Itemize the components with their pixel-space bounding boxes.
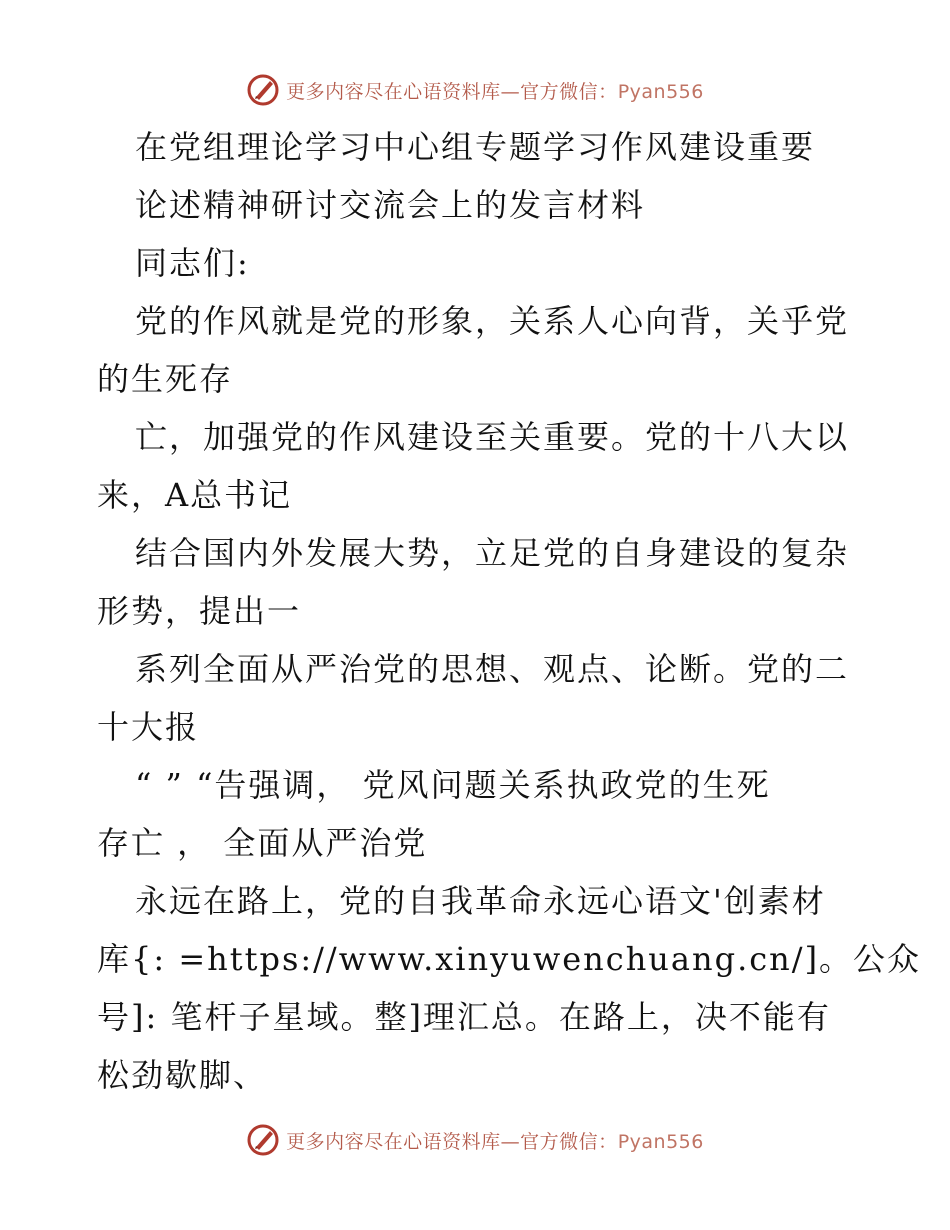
logo-icon <box>246 73 280 107</box>
watermark-text: 更多内容尽在心语资料库—官方微信：Pyan556 <box>286 80 704 103</box>
paragraph-line: 结合国内外发展大势，立足党的自身建设的复杂 <box>135 534 850 572</box>
logo-icon <box>246 1123 280 1157</box>
document-title: 在党组理论学习中心组专题学习作风建设重要 <box>135 128 816 166</box>
paragraph-line: 存亡 ， 全面从严治党 <box>97 824 428 862</box>
paragraph-line: 库{: =https://www.xinyuwenchuang.cn/]。公众 <box>97 940 922 978</box>
watermark-footer <box>0 1120 950 1160</box>
greeting: 同志们: <box>135 244 250 282</box>
watermark-text: 更多内容尽在心语资料库—官方微信：Pyan556 <box>286 1130 704 1153</box>
paragraph-line: “ ” “告强调， 党风问题关系执政党的生死 <box>135 766 771 804</box>
paragraph-line: 亡，加强党的作风建设至关重要。党的十八大以 <box>135 418 850 456</box>
paragraph-line: 党的作风就是党的形象，关系人心向背，关乎党 <box>135 302 850 340</box>
paragraph-line: 松劲歇脚、 <box>97 1056 268 1094</box>
paragraph-line: 永远在路上，党的自我革命永远心语文'创素材 <box>135 882 826 920</box>
document-body <box>97 118 922 1104</box>
paragraph-line: 形势，提出一 <box>97 592 302 630</box>
paragraph-line: 来，A总书记 <box>97 476 293 514</box>
document-title-continued: 论述精神研讨交流会上的发言材料 <box>135 186 646 224</box>
paragraph-line: 十大报 <box>97 708 200 746</box>
watermark-header <box>0 70 950 110</box>
paragraph-line: 的生死存 <box>97 360 234 398</box>
paragraph-line: 号]: 笔杆子星域。整]理汇总。在路上，决不能有 <box>97 998 831 1036</box>
paragraph-line: 系列全面从严治党的思想、观点、论断。党的二 <box>135 650 850 688</box>
